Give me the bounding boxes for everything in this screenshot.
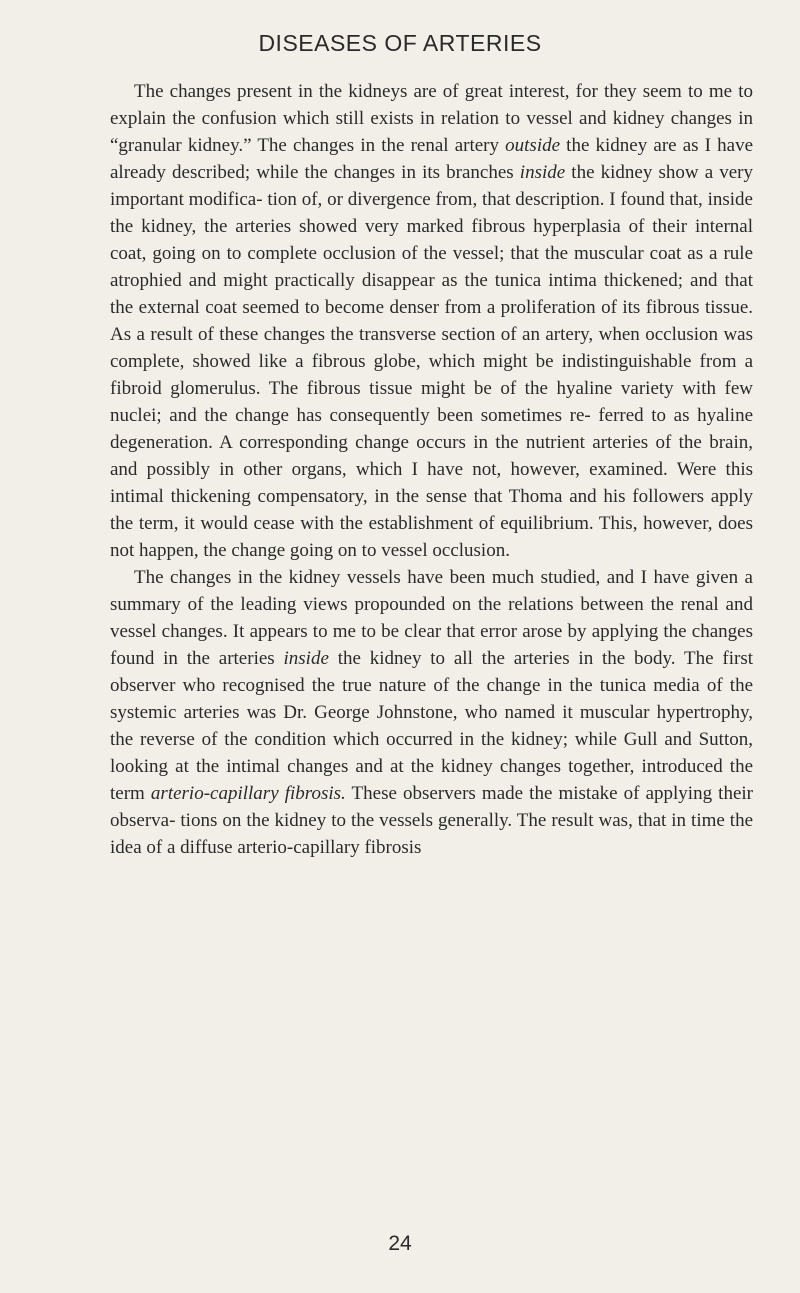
page-number: 24 xyxy=(388,1232,412,1255)
running-head: DISEASES OF ARTERIES xyxy=(258,30,542,56)
italic-text: outside xyxy=(505,135,561,156)
text-run: the kidney are as I have already described; while the changes in its branches xyxy=(110,135,754,183)
italic-text: inside xyxy=(519,162,566,183)
text-run: the kidney to all the arteries in the body. The first observer who recognised the true nature of the change in the tunica media of the systemic arteries was Dr. George Johnstone, who named it muscular hypertrophy, the reverse of the condition which occurred in the kidney; while Gull and Sutton, looking at the intimal changes and at the kidney changes together, introduced the term xyxy=(110,648,753,804)
italic-text: inside xyxy=(283,648,329,669)
text-run: The changes in the kidney vessels have been much studied, and I have given a summary of the leading views propounded on the relations between the renal and vessel changes. It appears to me to be clear that error arose by applying the changes found in the arteries xyxy=(110,567,753,669)
italic-text: arterio-capillary fibrosis. xyxy=(150,783,346,804)
text-run: the kidney show a very important modifica- tion of, or divergence from, that description. I found that, inside the kidney, the arteries showed very marked fibrous hyperplasia of their internal coat, going on to complete occlusion of the vessel; that the muscular coat as a rule atrophied and might practically disappear as the tunica intima thickened; and that the external coat seemed to become denser from a proliferation of its fibrous tissue. As a result of these changes the transverse section of an artery, when occlusion was complete, showed like a fibrous globe, which might be indistinguishable from a fibroid glomerulus. The fibrous tissue might be of the hyaline variety with few nuclei; and the change has consequently been sometimes re- ferred to as hyaline degeneration. A corresponding change occurs in the nutrient arteries of the brain, and possibly in other organs, which I have not, however, examined. Were this intimal thickening compensatory, in the sense that Thoma and his followers apply the term, it would cease with the establishment of equilibrium. This, however, does not happen, the change going on to vessel occlusion. xyxy=(110,162,754,561)
body-text xyxy=(110,78,753,861)
text-run: These observers made the mistake of applying their observa- tions on the kidney to the vessels generally. The result was, that in time the idea of a diffuse arterio-capillary fibrosis xyxy=(110,783,753,858)
paragraph xyxy=(110,78,753,564)
text-run: The changes present in the kidneys are of great interest, for they seem to me to explain the confusion which still exists in relation to vessel and kidney changes in “granular kidney.” The changes in the renal artery xyxy=(110,81,753,156)
paragraph xyxy=(110,564,753,861)
